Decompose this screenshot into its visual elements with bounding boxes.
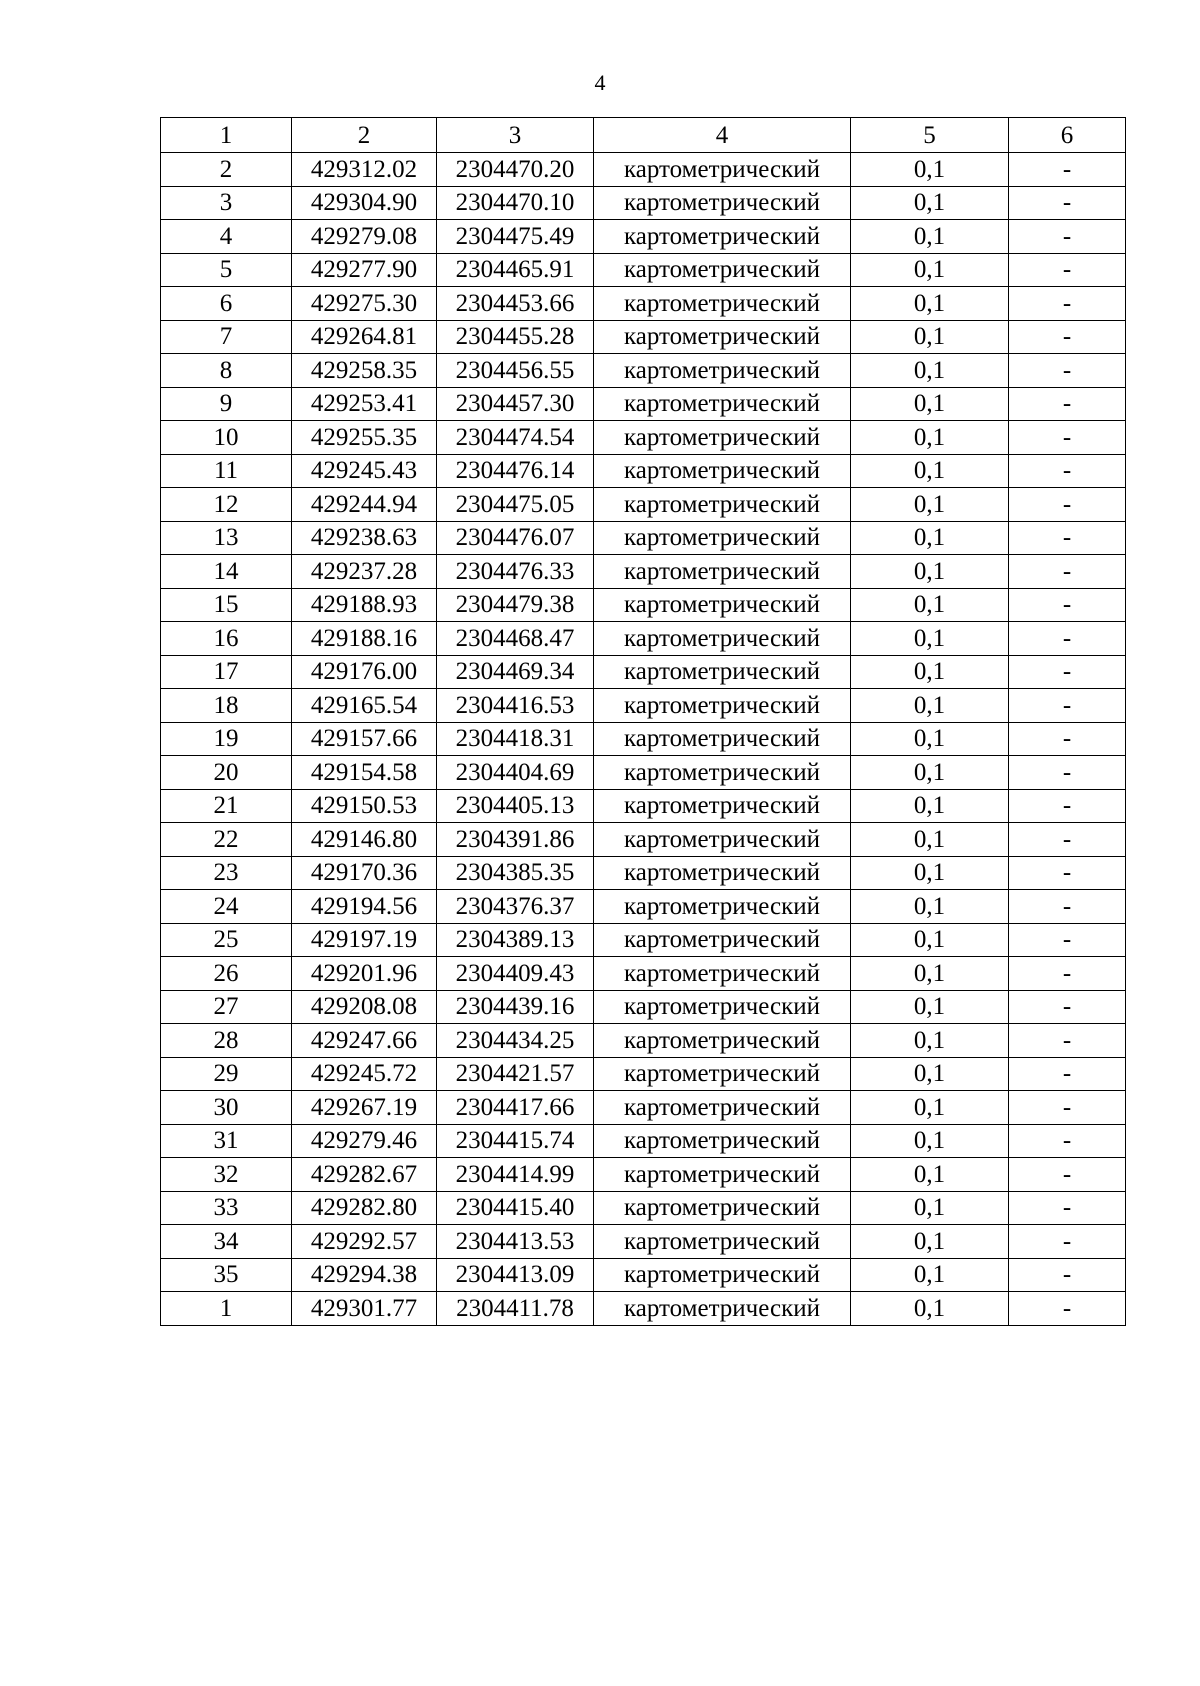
y-coordinate-cell: 2304409.43: [437, 957, 594, 991]
method-cell: картометрический: [594, 521, 851, 555]
point-number-cell: 25: [161, 923, 292, 957]
accuracy-cell: 0,1: [851, 220, 1009, 254]
x-coordinate-cell: 429245.72: [292, 1057, 437, 1091]
y-coordinate-cell: 2304455.28: [437, 320, 594, 354]
table-row: [161, 756, 1126, 790]
point-number-cell: 26: [161, 957, 292, 991]
point-number-cell: 3: [161, 186, 292, 220]
y-coordinate-cell: 2304470.10: [437, 186, 594, 220]
point-number-cell: 8: [161, 354, 292, 388]
method-cell: картометрический: [594, 1091, 851, 1125]
description-cell: -: [1009, 1292, 1126, 1326]
accuracy-cell: 0,1: [851, 823, 1009, 857]
accuracy-cell: 0,1: [851, 253, 1009, 287]
x-coordinate-cell: 429208.08: [292, 990, 437, 1024]
accuracy-cell: 0,1: [851, 1258, 1009, 1292]
x-coordinate-cell: 429176.00: [292, 655, 437, 689]
table-row: [161, 588, 1126, 622]
description-cell: -: [1009, 1158, 1126, 1192]
accuracy-cell: 0,1: [851, 789, 1009, 823]
y-coordinate-cell: 2304404.69: [437, 756, 594, 790]
x-coordinate-cell: 429312.02: [292, 153, 437, 187]
table-row: [161, 287, 1126, 321]
y-coordinate-cell: 2304421.57: [437, 1057, 594, 1091]
point-number-cell: 13: [161, 521, 292, 555]
description-cell: -: [1009, 1191, 1126, 1225]
accuracy-cell: 0,1: [851, 722, 1009, 756]
method-cell: картометрический: [594, 1292, 851, 1326]
header-cell-3: 3: [437, 118, 594, 153]
method-cell: картометрический: [594, 186, 851, 220]
description-cell: -: [1009, 454, 1126, 488]
description-cell: -: [1009, 588, 1126, 622]
point-number-cell: 31: [161, 1124, 292, 1158]
point-number-cell: 24: [161, 890, 292, 924]
y-coordinate-cell: 2304389.13: [437, 923, 594, 957]
table-row: [161, 1158, 1126, 1192]
method-cell: картометрический: [594, 1057, 851, 1091]
point-number-cell: 18: [161, 689, 292, 723]
accuracy-cell: 0,1: [851, 990, 1009, 1024]
y-coordinate-cell: 2304434.25: [437, 1024, 594, 1058]
description-cell: -: [1009, 153, 1126, 187]
x-coordinate-cell: 429188.93: [292, 588, 437, 622]
method-cell: картометрический: [594, 1258, 851, 1292]
method-cell: картометрический: [594, 990, 851, 1024]
description-cell: -: [1009, 1057, 1126, 1091]
accuracy-cell: 0,1: [851, 1191, 1009, 1225]
method-cell: картометрический: [594, 957, 851, 991]
point-number-cell: 15: [161, 588, 292, 622]
y-coordinate-cell: 2304453.66: [437, 287, 594, 321]
accuracy-cell: 0,1: [851, 856, 1009, 890]
method-cell: картометрический: [594, 890, 851, 924]
method-cell: картометрический: [594, 421, 851, 455]
point-number-cell: 19: [161, 722, 292, 756]
y-coordinate-cell: 2304468.47: [437, 622, 594, 656]
table-row: [161, 823, 1126, 857]
x-coordinate-cell: 429157.66: [292, 722, 437, 756]
point-number-cell: 28: [161, 1024, 292, 1058]
x-coordinate-cell: 429237.28: [292, 555, 437, 589]
header-cell-4: 4: [594, 118, 851, 153]
point-number-cell: 30: [161, 1091, 292, 1125]
description-cell: -: [1009, 823, 1126, 857]
point-number-cell: 23: [161, 856, 292, 890]
method-cell: картометрический: [594, 287, 851, 321]
table-row: [161, 186, 1126, 220]
accuracy-cell: 0,1: [851, 923, 1009, 957]
x-coordinate-cell: 429255.35: [292, 421, 437, 455]
description-cell: -: [1009, 622, 1126, 656]
method-cell: картометрический: [594, 1225, 851, 1259]
accuracy-cell: 0,1: [851, 521, 1009, 555]
method-cell: картометрический: [594, 253, 851, 287]
x-coordinate-cell: 429294.38: [292, 1258, 437, 1292]
y-coordinate-cell: 2304413.53: [437, 1225, 594, 1259]
x-coordinate-cell: 429194.56: [292, 890, 437, 924]
accuracy-cell: 0,1: [851, 287, 1009, 321]
x-coordinate-cell: 429282.67: [292, 1158, 437, 1192]
table-row: [161, 1124, 1126, 1158]
method-cell: картометрический: [594, 1158, 851, 1192]
y-coordinate-cell: 2304391.86: [437, 823, 594, 857]
point-number-cell: 27: [161, 990, 292, 1024]
table-row: [161, 521, 1126, 555]
header-cell-6: 6: [1009, 118, 1126, 153]
x-coordinate-cell: 429304.90: [292, 186, 437, 220]
y-coordinate-cell: 2304457.30: [437, 387, 594, 421]
description-cell: -: [1009, 957, 1126, 991]
x-coordinate-cell: 429170.36: [292, 856, 437, 890]
method-cell: картометрический: [594, 454, 851, 488]
description-cell: -: [1009, 220, 1126, 254]
y-coordinate-cell: 2304476.14: [437, 454, 594, 488]
description-cell: -: [1009, 521, 1126, 555]
point-number-cell: 16: [161, 622, 292, 656]
point-number-cell: 22: [161, 823, 292, 857]
method-cell: картометрический: [594, 622, 851, 656]
accuracy-cell: 0,1: [851, 186, 1009, 220]
accuracy-cell: 0,1: [851, 890, 1009, 924]
x-coordinate-cell: 429258.35: [292, 354, 437, 388]
x-coordinate-cell: 429197.19: [292, 923, 437, 957]
x-coordinate-cell: 429292.57: [292, 1225, 437, 1259]
y-coordinate-cell: 2304475.05: [437, 488, 594, 522]
x-coordinate-cell: 429277.90: [292, 253, 437, 287]
method-cell: картометрический: [594, 923, 851, 957]
accuracy-cell: 0,1: [851, 1091, 1009, 1125]
method-cell: картометрический: [594, 722, 851, 756]
point-number-cell: 21: [161, 789, 292, 823]
accuracy-cell: 0,1: [851, 320, 1009, 354]
table-row: [161, 1091, 1126, 1125]
description-cell: -: [1009, 756, 1126, 790]
table-row: [161, 421, 1126, 455]
accuracy-cell: 0,1: [851, 454, 1009, 488]
table-body: [161, 118, 1126, 1326]
description-cell: -: [1009, 856, 1126, 890]
y-coordinate-cell: 2304474.54: [437, 421, 594, 455]
y-coordinate-cell: 2304415.74: [437, 1124, 594, 1158]
description-cell: -: [1009, 421, 1126, 455]
method-cell: картометрический: [594, 689, 851, 723]
table-row: [161, 722, 1126, 756]
table-row: [161, 1258, 1126, 1292]
description-cell: -: [1009, 1258, 1126, 1292]
description-cell: -: [1009, 1024, 1126, 1058]
table-row: [161, 622, 1126, 656]
accuracy-cell: 0,1: [851, 957, 1009, 991]
y-coordinate-cell: 2304465.91: [437, 253, 594, 287]
x-coordinate-cell: 429267.19: [292, 1091, 437, 1125]
method-cell: картометрический: [594, 1191, 851, 1225]
table-row: [161, 890, 1126, 924]
description-cell: -: [1009, 387, 1126, 421]
x-coordinate-cell: 429282.80: [292, 1191, 437, 1225]
y-coordinate-cell: 2304456.55: [437, 354, 594, 388]
x-coordinate-cell: 429279.46: [292, 1124, 437, 1158]
table-row: [161, 789, 1126, 823]
y-coordinate-cell: 2304405.13: [437, 789, 594, 823]
description-cell: -: [1009, 1091, 1126, 1125]
header-cell-5: 5: [851, 118, 1009, 153]
x-coordinate-cell: 429253.41: [292, 387, 437, 421]
description-cell: -: [1009, 354, 1126, 388]
table-row: [161, 856, 1126, 890]
point-number-cell: 1: [161, 1292, 292, 1326]
x-coordinate-cell: 429154.58: [292, 756, 437, 790]
table-row: [161, 220, 1126, 254]
table-row: [161, 1292, 1126, 1326]
table-row: [161, 555, 1126, 589]
method-cell: картометрический: [594, 153, 851, 187]
x-coordinate-cell: 429201.96: [292, 957, 437, 991]
table-row: [161, 1057, 1126, 1091]
description-cell: -: [1009, 555, 1126, 589]
description-cell: -: [1009, 1124, 1126, 1158]
x-coordinate-cell: 429165.54: [292, 689, 437, 723]
table-row: [161, 957, 1126, 991]
accuracy-cell: 0,1: [851, 153, 1009, 187]
method-cell: картометрический: [594, 789, 851, 823]
accuracy-cell: 0,1: [851, 555, 1009, 589]
description-cell: -: [1009, 1225, 1126, 1259]
method-cell: картометрический: [594, 856, 851, 890]
point-number-cell: 29: [161, 1057, 292, 1091]
x-coordinate-cell: 429244.94: [292, 488, 437, 522]
point-number-cell: 35: [161, 1258, 292, 1292]
description-cell: -: [1009, 488, 1126, 522]
y-coordinate-cell: 2304417.66: [437, 1091, 594, 1125]
table-row: [161, 488, 1126, 522]
point-number-cell: 2: [161, 153, 292, 187]
method-cell: картометрический: [594, 387, 851, 421]
y-coordinate-cell: 2304475.49: [437, 220, 594, 254]
accuracy-cell: 0,1: [851, 421, 1009, 455]
table-header-row: [161, 118, 1126, 153]
y-coordinate-cell: 2304385.35: [437, 856, 594, 890]
header-cell-2: 2: [292, 118, 437, 153]
table-row: [161, 1024, 1126, 1058]
x-coordinate-cell: 429146.80: [292, 823, 437, 857]
accuracy-cell: 0,1: [851, 1158, 1009, 1192]
table-row: [161, 153, 1126, 187]
y-coordinate-cell: 2304416.53: [437, 689, 594, 723]
table-row: [161, 354, 1126, 388]
method-cell: картометрический: [594, 588, 851, 622]
x-coordinate-cell: 429264.81: [292, 320, 437, 354]
method-cell: картометрический: [594, 220, 851, 254]
description-cell: -: [1009, 253, 1126, 287]
point-number-cell: 34: [161, 1225, 292, 1259]
y-coordinate-cell: 2304439.16: [437, 990, 594, 1024]
x-coordinate-cell: 429247.66: [292, 1024, 437, 1058]
y-coordinate-cell: 2304415.40: [437, 1191, 594, 1225]
y-coordinate-cell: 2304376.37: [437, 890, 594, 924]
point-number-cell: 17: [161, 655, 292, 689]
description-cell: -: [1009, 722, 1126, 756]
y-coordinate-cell: 2304470.20: [437, 153, 594, 187]
y-coordinate-cell: 2304411.78: [437, 1292, 594, 1326]
x-coordinate-cell: 429275.30: [292, 287, 437, 321]
point-number-cell: 6: [161, 287, 292, 321]
accuracy-cell: 0,1: [851, 1124, 1009, 1158]
description-cell: -: [1009, 186, 1126, 220]
point-number-cell: 7: [161, 320, 292, 354]
y-coordinate-cell: 2304418.31: [437, 722, 594, 756]
x-coordinate-cell: 429150.53: [292, 789, 437, 823]
coordinates-table: [160, 117, 1126, 1326]
table-row: [161, 253, 1126, 287]
point-number-cell: 32: [161, 1158, 292, 1192]
point-number-cell: 10: [161, 421, 292, 455]
accuracy-cell: 0,1: [851, 588, 1009, 622]
accuracy-cell: 0,1: [851, 387, 1009, 421]
point-number-cell: 12: [161, 488, 292, 522]
description-cell: -: [1009, 287, 1126, 321]
y-coordinate-cell: 2304414.99: [437, 1158, 594, 1192]
accuracy-cell: 0,1: [851, 1024, 1009, 1058]
accuracy-cell: 0,1: [851, 622, 1009, 656]
accuracy-cell: 0,1: [851, 756, 1009, 790]
method-cell: картометрический: [594, 555, 851, 589]
x-coordinate-cell: 429238.63: [292, 521, 437, 555]
accuracy-cell: 0,1: [851, 1057, 1009, 1091]
method-cell: картометрический: [594, 823, 851, 857]
method-cell: картометрический: [594, 320, 851, 354]
table-row: [161, 990, 1126, 1024]
x-coordinate-cell: 429279.08: [292, 220, 437, 254]
point-number-cell: 4: [161, 220, 292, 254]
method-cell: картометрический: [594, 1124, 851, 1158]
y-coordinate-cell: 2304476.33: [437, 555, 594, 589]
description-cell: -: [1009, 689, 1126, 723]
table-row: [161, 1191, 1126, 1225]
point-number-cell: 33: [161, 1191, 292, 1225]
page-number: 4: [594, 70, 606, 95]
table-row: [161, 1225, 1126, 1259]
x-coordinate-cell: 429188.16: [292, 622, 437, 656]
table-row: [161, 320, 1126, 354]
x-coordinate-cell: 429301.77: [292, 1292, 437, 1326]
y-coordinate-cell: 2304479.38: [437, 588, 594, 622]
method-cell: картометрический: [594, 354, 851, 388]
accuracy-cell: 0,1: [851, 655, 1009, 689]
header-cell-1: 1: [161, 118, 292, 153]
table-row: [161, 387, 1126, 421]
description-cell: -: [1009, 990, 1126, 1024]
description-cell: -: [1009, 655, 1126, 689]
table-row: [161, 655, 1126, 689]
y-coordinate-cell: 2304476.07: [437, 521, 594, 555]
method-cell: картометрический: [594, 756, 851, 790]
y-coordinate-cell: 2304469.34: [437, 655, 594, 689]
point-number-cell: 5: [161, 253, 292, 287]
point-number-cell: 14: [161, 555, 292, 589]
accuracy-cell: 0,1: [851, 689, 1009, 723]
table-row: [161, 454, 1126, 488]
description-cell: -: [1009, 320, 1126, 354]
accuracy-cell: 0,1: [851, 1292, 1009, 1326]
table-row: [161, 923, 1126, 957]
accuracy-cell: 0,1: [851, 354, 1009, 388]
y-coordinate-cell: 2304413.09: [437, 1258, 594, 1292]
method-cell: картометрический: [594, 488, 851, 522]
point-number-cell: 11: [161, 454, 292, 488]
method-cell: картометрический: [594, 655, 851, 689]
point-number-cell: 20: [161, 756, 292, 790]
accuracy-cell: 0,1: [851, 488, 1009, 522]
description-cell: -: [1009, 923, 1126, 957]
x-coordinate-cell: 429245.43: [292, 454, 437, 488]
description-cell: -: [1009, 890, 1126, 924]
accuracy-cell: 0,1: [851, 1225, 1009, 1259]
table-row: [161, 689, 1126, 723]
description-cell: -: [1009, 789, 1126, 823]
point-number-cell: 9: [161, 387, 292, 421]
method-cell: картометрический: [594, 1024, 851, 1058]
